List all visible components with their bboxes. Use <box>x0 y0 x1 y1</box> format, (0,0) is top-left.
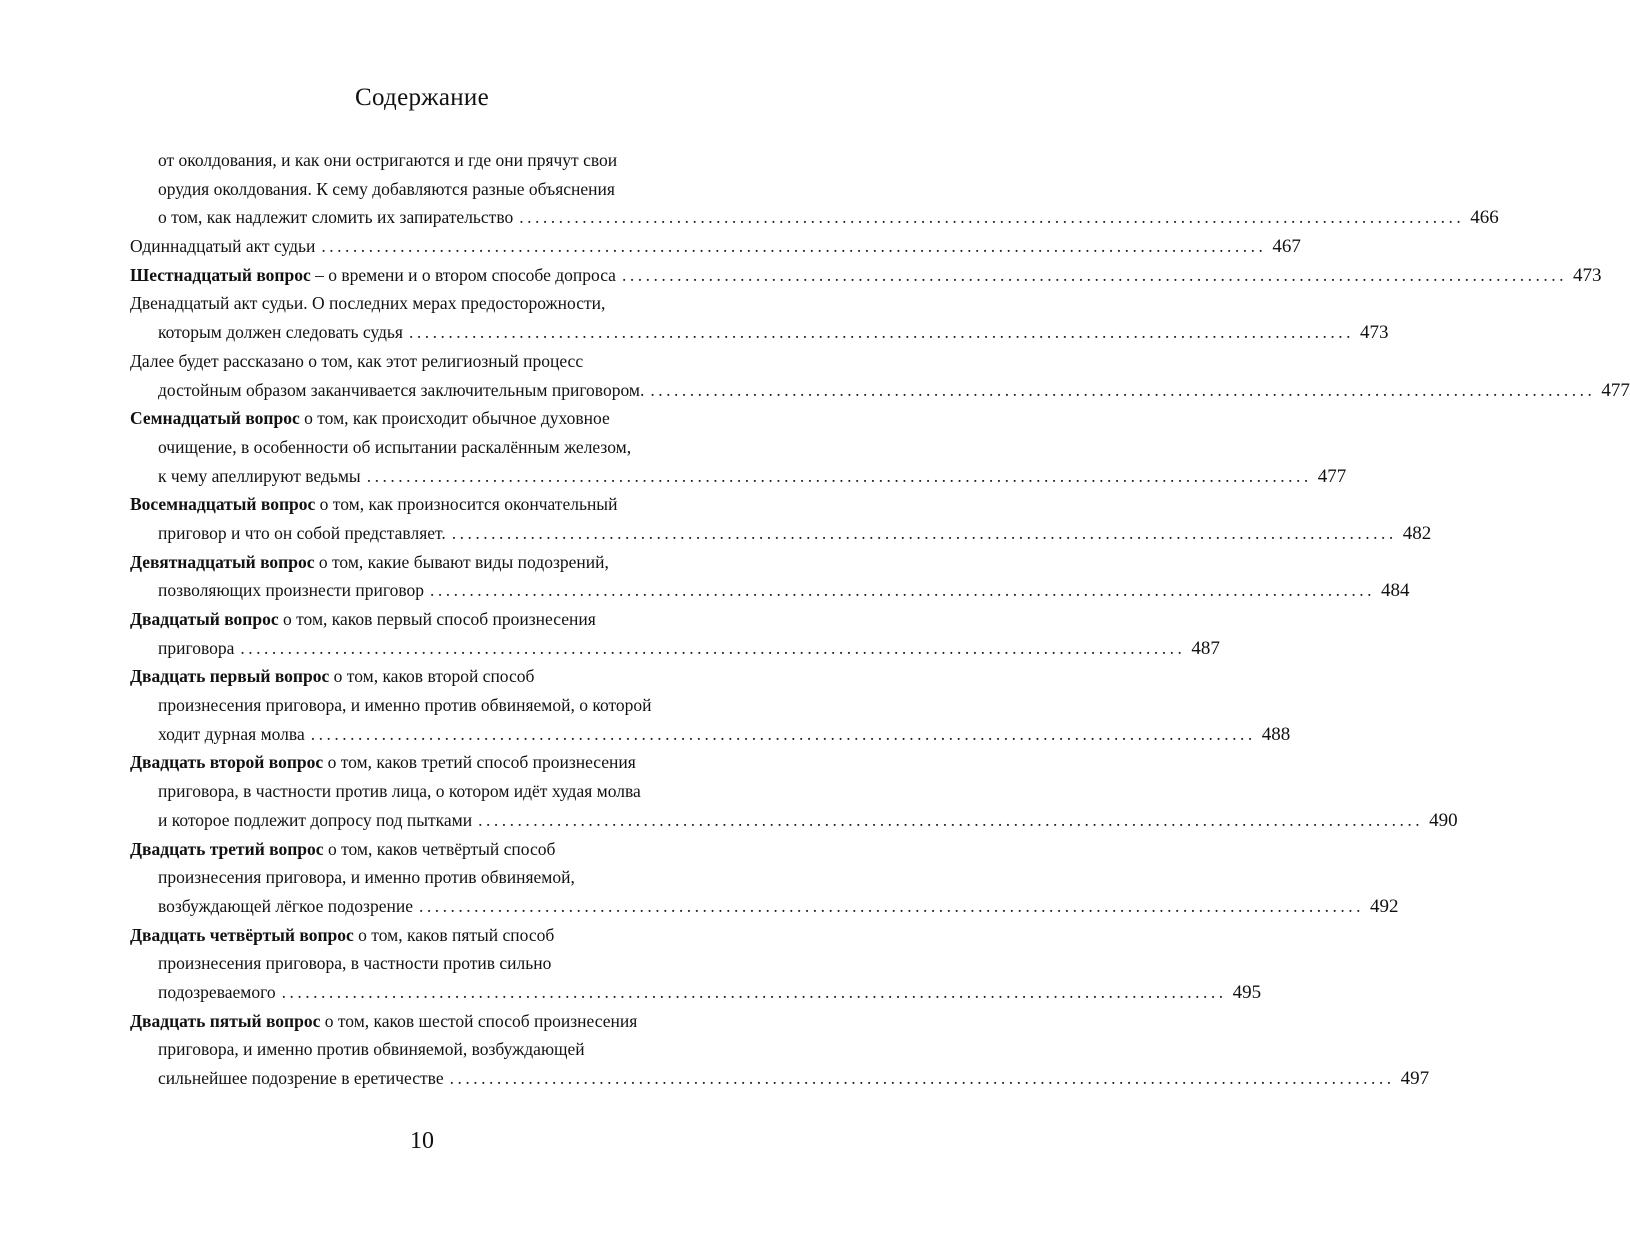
toc-text: позволяющих произнести приговор <box>158 580 424 601</box>
toc-page-number: 473 <box>1572 264 1602 286</box>
toc-line <box>130 519 1432 548</box>
toc-text: Одиннадцатый акт судьи <box>130 236 316 257</box>
toc-text: о том, каков четвёртый способ <box>323 838 556 859</box>
toc-line <box>130 203 1499 232</box>
toc-text: о том, каков шестой способ произнесения <box>320 1010 638 1031</box>
toc-line <box>130 433 744 462</box>
toc-line <box>130 691 744 720</box>
toc-text: приговор и что он собой представляет. <box>158 522 446 543</box>
dot-leader: ........................................................................................................................ <box>281 981 1227 1002</box>
dot-leader: ........................................................................................................................ <box>240 637 1186 658</box>
toc-line <box>130 748 744 777</box>
toc-text: о том, как надлежит сломить их запирательство <box>158 207 514 228</box>
toc-entry <box>130 835 1399 921</box>
toc-page-number: 487 <box>1191 637 1220 659</box>
toc-line <box>130 462 1347 491</box>
toc-text: о том, как происходит обычное духовное <box>299 408 610 429</box>
toc-line <box>130 548 744 577</box>
toc-text: Далее будет рассказано о том, как этот религиозный процесс <box>130 350 584 371</box>
toc-page-number: 488 <box>1261 723 1291 745</box>
dot-leader: ........................................................................................................................ <box>321 236 1267 257</box>
dot-leader: ........................................................................................................................ <box>310 723 1256 744</box>
toc-entry <box>130 1007 1430 1093</box>
table-of-contents <box>130 146 1630 1093</box>
toc-page-number: 484 <box>1381 580 1410 602</box>
question-heading: Двадцать второй вопрос <box>130 752 324 773</box>
toc-page-number: 477 <box>1317 465 1347 487</box>
toc-entry <box>130 548 1410 605</box>
toc-line <box>130 892 1399 921</box>
toc-text: достойным образом заканчивается заключительным приговором. <box>158 379 645 400</box>
toc-line <box>130 806 1458 835</box>
question-heading: Двадцать четвёртый вопрос <box>130 924 354 945</box>
toc-text: орудия околдования. К сему добавляются разные объяснения <box>158 178 615 199</box>
toc-entry <box>130 404 1347 490</box>
toc-entry <box>130 605 1220 662</box>
toc-line <box>130 662 744 691</box>
toc-line <box>130 777 744 806</box>
toc-line <box>130 835 744 864</box>
toc-text: произнесения приговора, и именно против обвиняемой, <box>158 867 575 888</box>
dot-leader: ........................................................................................................................ <box>451 522 1397 543</box>
question-heading: Двадцать третий вопрос <box>130 838 324 859</box>
question-heading: Двадцатый вопрос <box>130 609 279 629</box>
toc-text: о том, каков первый способ произнесения <box>278 609 596 629</box>
toc-text: о том, какие бывают виды подозрений, <box>314 551 609 572</box>
toc-line <box>130 232 1301 261</box>
toc-text: к чему апеллируют ведьмы <box>158 465 361 486</box>
toc-line <box>130 404 744 433</box>
toc-page-number: 482 <box>1402 522 1432 544</box>
toc-line <box>130 1064 1430 1093</box>
toc-page-number: 495 <box>1232 981 1262 1003</box>
dot-leader: ........................................................................................................................ <box>519 207 1465 228</box>
toc-page-number: 497 <box>1400 1068 1430 1089</box>
toc-text: очищение, в особенности об испытании раскалённым железом, <box>158 436 632 457</box>
question-heading: Двадцать первый вопрос <box>130 666 330 687</box>
question-heading: Семнадцатый вопрос <box>130 408 300 429</box>
question-heading: Двадцать пятый вопрос <box>130 1010 321 1031</box>
toc-text: приговора, в частности против лица, о котором идёт худая молва <box>158 781 641 802</box>
toc-page-number: 466 <box>1470 207 1499 229</box>
toc-line <box>130 949 744 978</box>
page-header-title: Содержание <box>355 84 489 111</box>
toc-page-number: 467 <box>1272 236 1301 258</box>
toc-text: и которое подлежит допросу под пытками <box>158 809 473 830</box>
toc-entry <box>130 347 1630 404</box>
toc-line <box>130 634 1220 663</box>
toc-text: произнесения приговора, и именно против обвиняемой, о которой <box>158 695 652 716</box>
toc-text: о том, как произносится окончательный <box>315 494 618 515</box>
toc-line <box>130 1007 744 1036</box>
toc-line <box>130 978 1262 1007</box>
dot-leader: ........................................................................................................................ <box>449 1068 1395 1088</box>
dot-leader: ........................................................................................................................ <box>478 809 1424 830</box>
toc-line <box>130 146 744 175</box>
toc-text: произнесения приговора, в частности против сильно <box>158 953 552 974</box>
toc-page-number: 473 <box>1359 322 1389 344</box>
toc-line <box>130 318 1389 347</box>
toc-text-rest: – о времени и о втором способе допроса <box>310 264 616 285</box>
dot-leader: ........................................................................................................................ <box>430 580 1375 601</box>
toc-text: которым должен следовать судья <box>158 322 403 343</box>
toc-line <box>130 863 744 892</box>
dot-leader: ........................................................................................................................ <box>418 895 1364 916</box>
dot-leader: ........................................................................................................................ <box>650 379 1596 400</box>
toc-text: подозреваемого <box>158 981 276 1002</box>
toc-line <box>130 490 744 519</box>
toc-entry <box>130 748 1458 834</box>
toc-line <box>130 921 744 950</box>
toc-line <box>130 576 1410 605</box>
question-heading: Шестнадцатый вопрос <box>130 264 311 285</box>
question-heading: Восемнадцатый вопрос <box>130 494 316 515</box>
toc-line <box>130 347 744 376</box>
toc-entry <box>130 232 1301 261</box>
toc-text: Двенадцатый акт судьи. О последних мерах предосторожности, <box>130 293 606 314</box>
toc-page-number: 477 <box>1601 379 1630 401</box>
toc-entry <box>130 490 1432 547</box>
toc-line <box>130 289 744 318</box>
toc-entry <box>130 662 1291 748</box>
toc-text: приговора, и именно против обвиняемой, возбуждающей <box>158 1039 585 1060</box>
toc-page-number: 490 <box>1429 809 1458 831</box>
toc-text: ходит дурная молва <box>158 723 305 744</box>
toc-line <box>130 175 744 204</box>
toc-line <box>130 261 1602 290</box>
toc-line <box>130 720 1291 749</box>
toc-text: приговора <box>158 637 235 658</box>
dot-leader: ........................................................................................................................ <box>621 264 1567 285</box>
toc-entry <box>130 921 1262 1007</box>
toc-line <box>130 605 744 634</box>
toc-text: о том, каков второй способ <box>329 666 535 687</box>
toc-entry <box>130 289 1389 346</box>
toc-text <box>130 261 616 290</box>
toc-text: сильнейшее подозрение в еретичестве <box>158 1068 444 1088</box>
question-heading: Девятнадцатый вопрос <box>130 551 315 572</box>
toc-text: о том, каков третий способ произнесения <box>323 752 636 773</box>
toc-text: возбуждающей лёгкое подозрение <box>158 895 413 916</box>
dot-leader: ........................................................................................................................ <box>366 465 1312 486</box>
page-number: 10 <box>410 1128 434 1154</box>
dot-leader: ........................................................................................................................ <box>408 322 1354 343</box>
toc-text: от околдования, и как они остригаются и где они прячут свои <box>158 150 618 170</box>
toc-entry <box>130 146 1499 232</box>
toc-line <box>130 1035 744 1064</box>
toc-page-number: 492 <box>1369 895 1399 917</box>
toc-entry <box>130 261 1602 290</box>
toc-text: о том, каков пятый способ <box>353 924 555 945</box>
toc-line <box>130 376 1630 405</box>
